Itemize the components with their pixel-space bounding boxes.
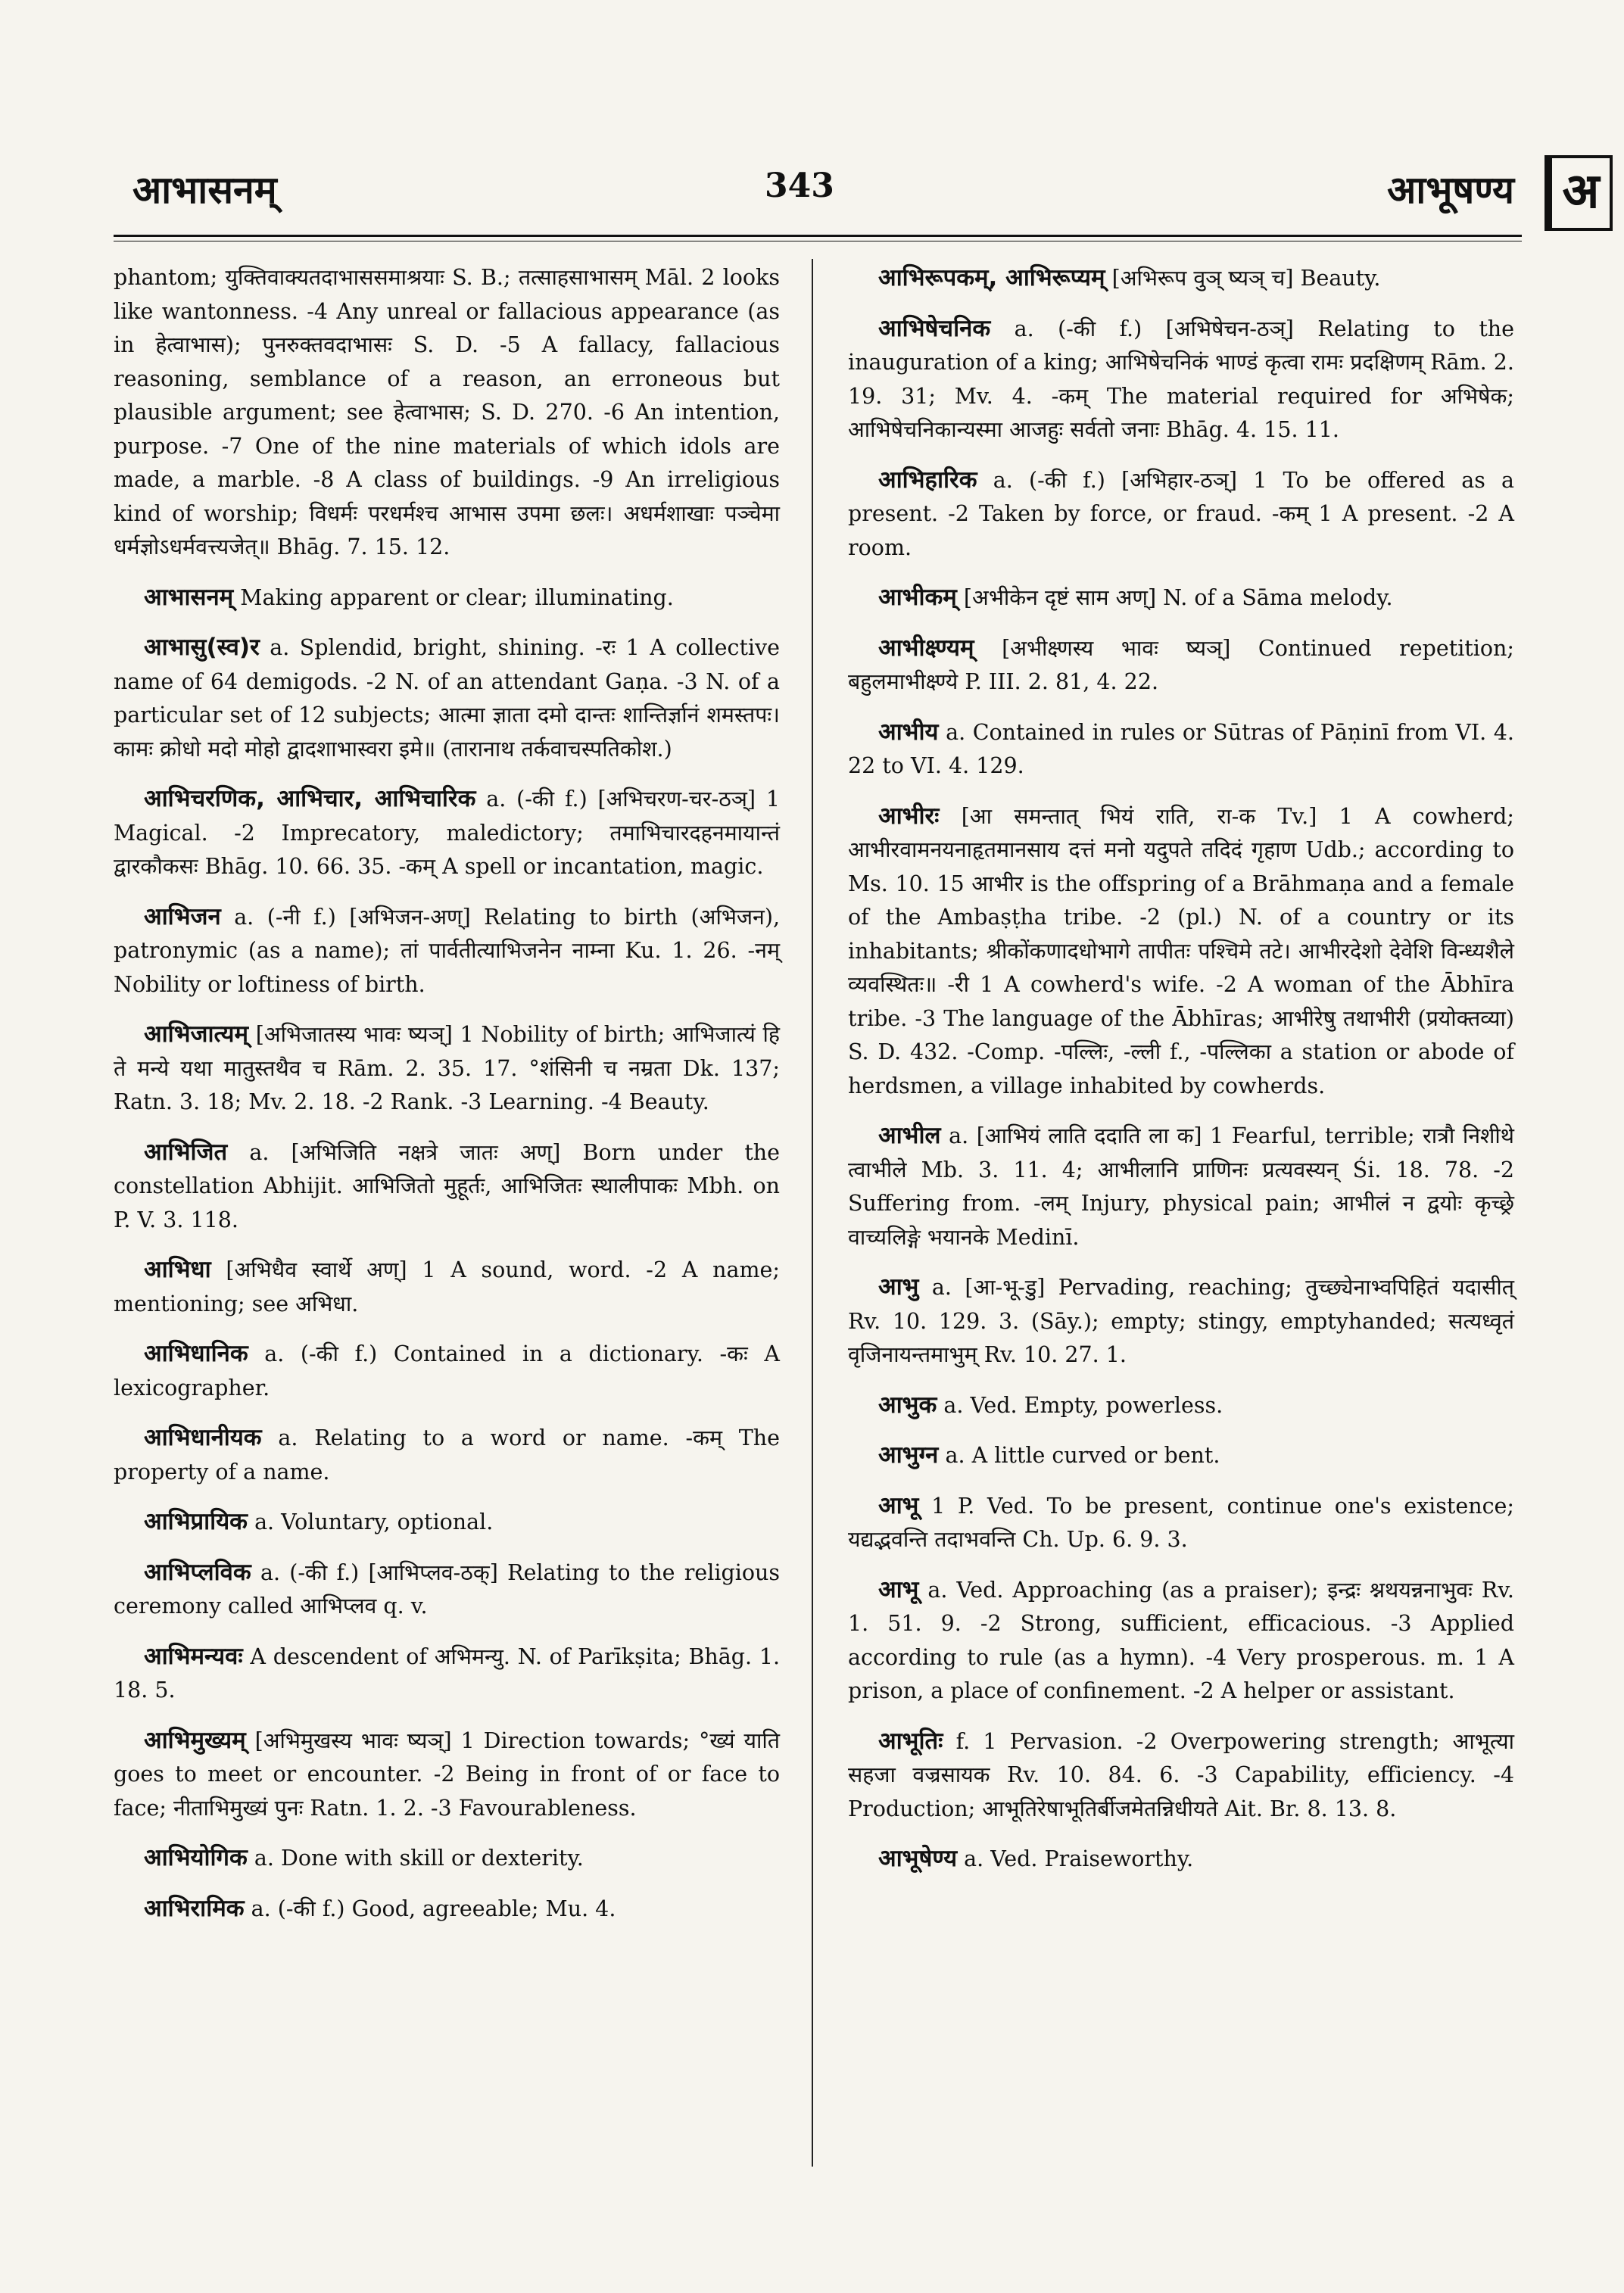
dictionary-entry [848, 1724, 1514, 1827]
dictionary-entry [848, 312, 1514, 447]
dictionary-entry [114, 581, 780, 615]
entry-headword: आभु [878, 1273, 919, 1301]
entry-headword: आभीय [878, 718, 939, 746]
dictionary-entry [848, 1842, 1514, 1877]
entry-headword: आभुक [878, 1391, 937, 1419]
page-number: 343 [765, 167, 834, 205]
entry-headword: आभू [878, 1491, 919, 1519]
entry-headword: आभियोगिक [144, 1844, 248, 1871]
entry-headword: आभिरूपकम्, आभिरूप्यम् [878, 264, 1105, 291]
header-last-word: आभूषण्य [1387, 167, 1514, 212]
entry-definition: [अभीकेन दृष्टं साम अण्] N. of a Sāma melody. [963, 585, 1393, 610]
page-header [114, 163, 1514, 223]
entry-definition: f. 1 Pervasion. -2 Overpowering strength; आभूत्या सहजा वज्रसायक Rv. 10. 84. 6. -3 Capability, efficiency. -4 Production; आभूतिरेषाभूतिर्बीजमेतन्निधीयते Ait. Br. 8. 13. 8. [848, 1728, 1514, 1821]
entry-headword: आभिजन [144, 902, 221, 930]
entry-definition: [अभिधैव स्वार्थे अण्] 1 A sound, word. -2 A name; mentioning; see अभिधा. [114, 1257, 780, 1316]
thumb-index-letter: अ [1545, 155, 1613, 231]
entry-definition: Making apparent or clear; illuminating. [240, 584, 674, 610]
entry-headword: आभिमन्यवः [144, 1642, 243, 1670]
dictionary-entry [114, 1556, 780, 1624]
dictionary-entry [848, 1270, 1514, 1372]
entry-definition: [अभीक्ष्णस्य भावः ष्यञ्] Continued repetition; बहुलमाभीक्ष्ण्ये P. III. 2. 81, 4. 22. [848, 635, 1514, 694]
entry-definition: a. (-की f.) Contained in a dictionary. -कः A lexicographer. [114, 1341, 781, 1400]
entry-headword: आभिमुख्यम् [144, 1726, 246, 1754]
entry-headword: आभीकम् [878, 584, 957, 611]
entry-headword: आभील [878, 1122, 941, 1149]
dictionary-entry [848, 799, 1514, 1104]
dictionary-entry [848, 715, 1514, 784]
entry-definition: a. Contained in rules or Sūtras of Pāṇinī from VI. 4. 22 to VI. 4. 129. [848, 719, 1514, 778]
dictionary-entry [114, 1253, 780, 1321]
entry-definition: a. Relating to a word or name. -कम् The property of a name. [114, 1425, 780, 1485]
entry-headword: आभूषेण्य [878, 1845, 958, 1872]
entry-headword: आभिजात्यम् [144, 1020, 249, 1048]
entry-definition: a. Voluntary, optional. [254, 1509, 494, 1534]
entry-definition: phantom; युक्तिवाक्यतदाभाससमाश्रयाः S. B.; तत्साहसाभासम् Māl. 2 looks like wantonness. -4 Any unreal or fallacious appearance (as in हेत्वाभास); पुनरुक्तवदाभासः S. D. -5 A fallacy, fallacious reasoning, semblance of a reason, an erroneous but plausible argument; see हेत्वाभास; S. D. 270. -6 An intention, purpose. -7 One of the nine materials of which idols are made, a marble. -8 A class of buildings. -9 An irreligious kind of worship; विधर्मः परधर्मश्च आभास उपमा छलः। अधर्मशाखाः पञ्चेमा धर्मज्ञोऽधर्मवत्त्यजेत्॥ Bhāg. 7. 15. 12. [114, 265, 780, 559]
entry-definition: a. Splendid, bright, shining. -रः 1 A collective name of 64 demigods. -2 N. of an attendant Gaṇa. -3 N. of a particular set of 12 subjects; आत्मा ज्ञाता दमो दान्तः शान्तिर्ज्ञानं शमस्तपः। कामः क्रोधो मदो मोहो द्वादशाभास्वरा इमे॥ (तारानाथ तर्कवाचस्पतिकोश.) [114, 635, 780, 762]
entry-headword: आभिप्लविक [144, 1558, 251, 1586]
dictionary-entry [848, 1388, 1514, 1423]
entry-headword: आभासनम् [144, 583, 234, 611]
entry-headword: आभीक्ष्ण्यम् [878, 634, 974, 662]
dictionary-entry [114, 1841, 780, 1876]
entry-definition: a. Ved. Empty, powerless. [943, 1392, 1223, 1418]
dictionary-entry [114, 1505, 780, 1540]
entry-definition: a. Ved. Praiseworthy. [964, 1846, 1194, 1871]
dictionary-entry [114, 261, 780, 565]
dictionary-entry [114, 782, 780, 884]
entry-definition: [अभिजातस्य भावः ष्यञ्] 1 Nobility of birth; आभिजात्यं हि ते मन्ये यथा मातुस्तथैव च Rām. 2. 35. 17. °शंसिनी च नम्रता Dk. 137; Ratn. 3. 18; Mv. 2. 18. -2 Rank. -3 Learning. -4 Beauty. [114, 1022, 780, 1114]
entry-definition: a. [अभिजिति नक्षत्रे जातः अण्] Born under the constellation Abhijit. आभिजितो मुहूर्तः, आभिजितः स्थालीपाकः Mbh. on P. V. 3. 118. [114, 1139, 780, 1232]
dictionary-entry [114, 1136, 780, 1238]
entry-definition: a. [आ-भू-डु] Pervading, reaching; तुच्छ्येनाभ्वपिहितं यदासीत् Rv. 10. 129. 3. (Sāy.); empty; stingy, emptyhanded; सत्यध्वृतं वृजिनायन्तमाभुम् Rv. 10. 27. 1. [848, 1275, 1515, 1367]
entry-definition: [अभिमुखस्य भावः ष्यञ्] 1 Direction towards; °ख्यं याति goes to meet or encounter. -2 Being in front of or face to face; नीताभिमुख्यं पुनः Ratn. 1. 2. -3 Favourableness. [114, 1728, 780, 1821]
entry-definition: a. (-की f.) Good, agreeable; Mu. 4. [251, 1896, 616, 1921]
dictionary-entry [848, 1573, 1514, 1709]
entry-definition: a. Done with skill or dexterity. [254, 1846, 584, 1871]
dictionary-entry [114, 631, 780, 766]
entry-headword: आभीरः [878, 802, 940, 830]
dictionary-entry [848, 631, 1514, 699]
entry-headword: आभासु(स्व)र [144, 634, 260, 661]
entry-definition: 1 P. Ved. To be present, continue one's existence; यद्यद्भवन्ति तदाभवन्ति Ch. Up. 6. 9. 3. [848, 1493, 1515, 1552]
left-column [114, 261, 780, 1942]
dictionary-entry [114, 900, 780, 1002]
entry-definition: a. (-नी f.) [अभिजन-अण्] Relating to birth (अभिजन), patronymic (as a name); तां पार्वतीत्याभिजनेन नाम्ना Ku. 1. 26. -नम् Nobility or loftiness of birth. [114, 904, 780, 997]
dictionary-entry [848, 1438, 1514, 1473]
entry-headword: आभिरामिक [144, 1894, 245, 1922]
entry-headword: आभिधा [144, 1256, 211, 1283]
entry-headword: आभू [878, 1575, 919, 1603]
dictionary-entry [114, 1421, 780, 1489]
entry-definition: A descendent of अभिमन्यु. N. of Parīkṣita; Bhāg. 1. 18. 5. [114, 1643, 781, 1703]
entry-definition: a. Ved. Approaching (as a praiser); इन्द्रः श्नथयन्ननाभुवः Rv. 1. 51. 9. -2 Strong, sufficient, efficacious. -3 Applied according to rule (as a hymn). -4 Very prosperous. m. 1 A prison, a place of confinement. -2 A helper or assistant. [848, 1577, 1514, 1703]
entry-headword: आभूतिः [878, 1727, 943, 1755]
dictionary-entry [848, 581, 1514, 615]
entry-definition: a. (-की f.) [आभिप्लव-ठक्] Relating to the religious ceremony called आभिप्लव q. v. [114, 1559, 780, 1618]
header-rule [114, 235, 1522, 237]
entry-definition: a. A little curved or bent. [945, 1443, 1220, 1468]
dictionary-entry [114, 1337, 780, 1405]
entry-headword: आभिहारिक [878, 466, 977, 494]
dictionary-entry [114, 1892, 780, 1927]
entry-definition: a. (-की f.) [अभिचरण-चर-ठञ्] 1 Magical. -2 Imprecatory, maledictory; तमाभिचारदहनमायान्तं द्वारकौकसः Bhāg. 10. 66. 35. -कम् A spell or incantation, magic. [114, 787, 780, 879]
dictionary-entry [114, 1724, 780, 1826]
entry-headword: आभिधानिक [144, 1340, 248, 1367]
dictionary-entry [114, 1017, 780, 1120]
column-divider [812, 259, 813, 2167]
entry-definition: [आ समन्तात् भियं राति, रा-क Tv.] 1 A cowherd; आभीरवामनयनाहृतमानसाय दत्तं मनो यदुपते तदिदं गृहाण Udb.; according to Ms. 10. 15 आभीर is the offspring of a Brāhmaṇa and a female of the Ambaṣṭha tribe. -2 (pl.) N. of a country or its inhabitants; श्रीकोंकणादधोभागे तापीतः पश्चिमे तटे। आभीरदेशो देवेशि विन्ध्यशैले व्यवस्थितः॥ -री 1 A cowherd's wife. -2 A woman of the Ābhīra tribe. -3 The language of the Ābhīras; आभीरेषु तथाभीरी (प्रयोक्तव्या) S. D. 432. -Comp. -पल्लिः, -ल्ली f., -पल्लिका a station or abode of herdsmen, a village inhabited by cowherds. [848, 803, 1515, 1098]
dictionary-entry [848, 1119, 1514, 1254]
entry-headword: आभिचरणिक, आभिचार, आभिचारिक [144, 785, 476, 812]
dictionary-entry [848, 1489, 1514, 1557]
entry-definition: a. [आभियं लाति ददाति ला क] 1 Fearful, terrible; रात्रौ निशीथे त्वाभीले Mb. 3. 11. 4; आभीलानि प्राणिनः प्रत्यवस्यन् Śi. 18. 78. -2 Suffering from. -लम् Injury, physical pain; आभीलं न द्वयोः कृच्छ्रे वाच्यलिङ्गे भयानके Medinī. [848, 1123, 1514, 1250]
entry-headword: आभिप्रायिक [144, 1508, 248, 1535]
entry-definition: a. (-की f.) [अभिहार-ठञ्] 1 To be offered as a present. -2 Taken by force, or fraud. -कम् 1 A present. -2 A room. [848, 467, 1515, 560]
right-column [848, 261, 1514, 1893]
entry-headword: आभिजित [144, 1138, 228, 1166]
entry-headword: आभिषेचनिक [878, 314, 991, 342]
dictionary-entry [114, 1640, 780, 1708]
entry-definition: [अभिरूप वुञ् ष्यञ् च] Beauty. [1111, 266, 1381, 291]
entry-headword: आभुग्न [878, 1441, 939, 1469]
entry-headword: आभिधानीयक [144, 1424, 262, 1451]
dictionary-entry [848, 463, 1514, 565]
header-first-word: आभासनम् [132, 167, 277, 212]
entry-definition: a. (-की f.) [अभिषेचन-ठञ्] Relating to the inauguration of a king; आभिषेचनिकं भाण्डं कृत्वा रामः प्रदक्षिणम् Rām. 2. 19. 31; Mv. 4. -कम् The material required for अभिषेक; आभिषेचनिकान्यस्मा आजहुः सर्वतो जनाः Bhāg. 4. 15. 11. [848, 316, 1514, 442]
dictionary-entry [848, 261, 1514, 296]
